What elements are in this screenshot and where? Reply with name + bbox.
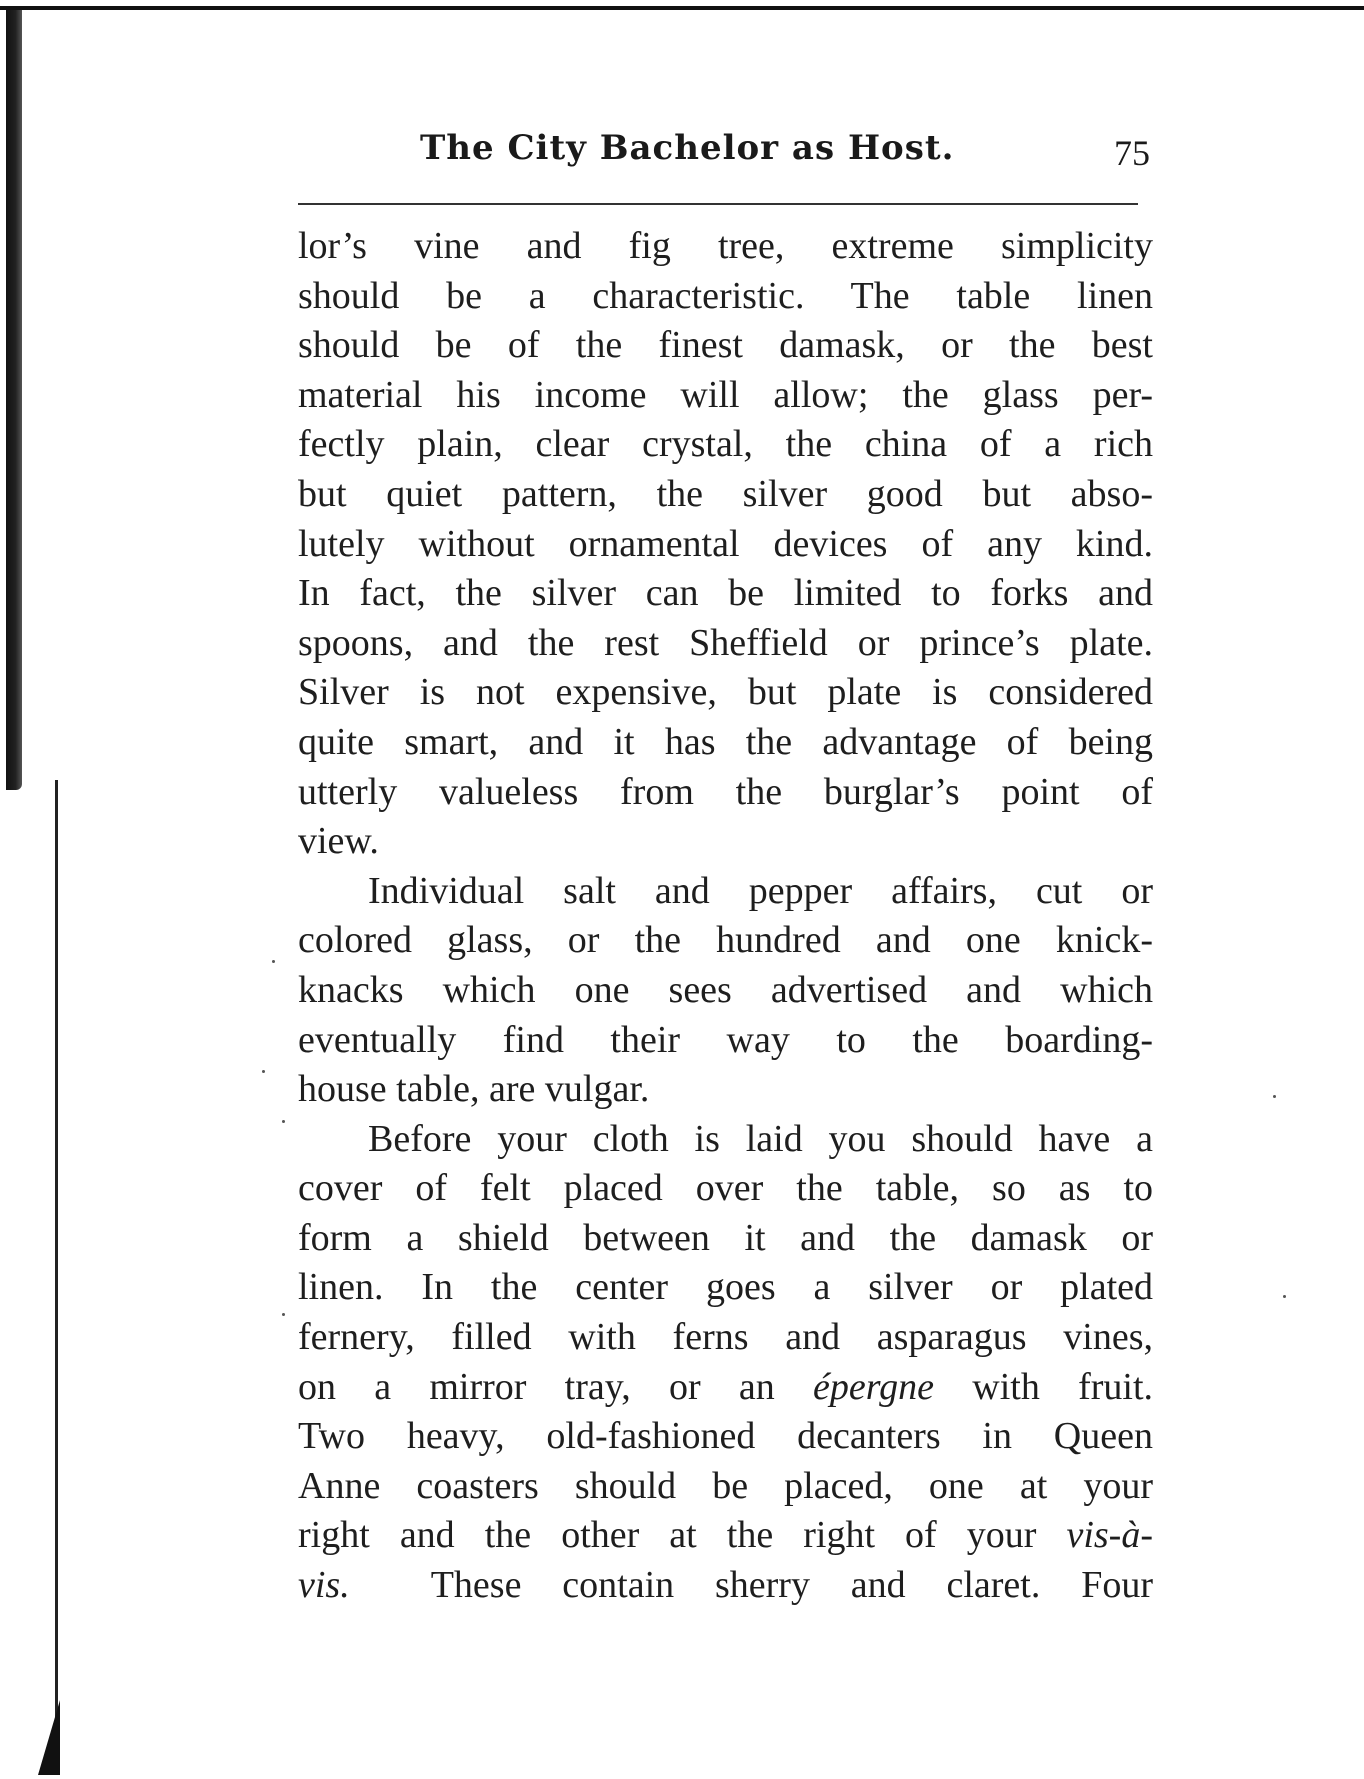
text-line: house table, are vulgar. xyxy=(298,1068,650,1111)
text-line: Two heavy, old-fashioned decanters in Queen xyxy=(298,1415,1153,1458)
text-line: view. xyxy=(298,820,379,863)
header-rule xyxy=(298,203,1138,205)
paper-speck xyxy=(1273,1095,1276,1098)
text-line: Before your cloth is laid you should have a xyxy=(368,1117,1153,1160)
text-line-with-italic: vis. These contain sherry and claret. Four xyxy=(298,1564,1153,1607)
book-gutter-line xyxy=(55,780,58,1740)
book-spine-shadow xyxy=(6,10,22,790)
text-line: linen. In the center goes a silver or plated xyxy=(298,1266,1153,1309)
paper-speck xyxy=(282,1313,285,1316)
running-title: The City Bachelor as Host. xyxy=(420,128,955,168)
paper-speck xyxy=(272,960,275,963)
text-line: fernery, filled with ferns and asparagus vines, xyxy=(298,1316,1153,1359)
text-line: colored glass, or the hundred and one knick- xyxy=(298,919,1153,962)
paper-speck xyxy=(1283,1295,1286,1298)
text-line: but quiet pattern, the silver good but abso- xyxy=(298,472,1153,515)
text-line-with-italic: on a mirror tray, or an épergne with fruit. xyxy=(298,1365,1153,1408)
italic-term: épergne xyxy=(813,1365,935,1408)
text-line: material his income will allow; the glass per- xyxy=(298,373,1153,416)
text-line: should be of the finest damask, or the best xyxy=(298,324,1153,367)
italic-term: vis-à- xyxy=(1066,1514,1153,1557)
text-line: eventually find their way to the boarding- xyxy=(298,1018,1153,1061)
paper-speck xyxy=(262,1070,265,1073)
text-line: fectly plain, clear crystal, the china of a rich xyxy=(298,423,1153,466)
text-line: should be a characteristic. The table linen xyxy=(298,274,1153,317)
text-line: cover of felt placed over the table, so as to xyxy=(298,1167,1153,1210)
text-line: lutely without ornamental devices of any kind. xyxy=(298,522,1153,565)
page-header xyxy=(300,128,1150,188)
body-text xyxy=(298,222,1153,1611)
paragraph-2 xyxy=(298,867,1153,1115)
text-line: spoons, and the rest Sheffield or prince’s plate. xyxy=(298,621,1153,664)
text-line: lor’s vine and fig tree, extreme simplicity xyxy=(298,225,1153,267)
italic-term: vis. xyxy=(298,1564,350,1607)
book-gutter-foot xyxy=(38,1700,60,1775)
text-line: Anne coasters should be placed, one at your xyxy=(298,1464,1153,1507)
text-line: knacks which one sees advertised and which xyxy=(298,968,1153,1011)
paragraph-1 xyxy=(298,222,1153,867)
text-line: utterly valueless from the burglar’s point of xyxy=(298,770,1153,813)
page-top-edge xyxy=(0,6,1364,10)
text-line: quite smart, and it has the advantage of being xyxy=(298,720,1153,763)
text-line: Silver is not expensive, but plate is considered xyxy=(298,671,1153,714)
text-line-with-italic: right and the other at the right of your vis-à- xyxy=(298,1514,1153,1557)
page-number: 75 xyxy=(1114,133,1150,173)
text-line: In fact, the silver can be limited to forks and xyxy=(298,572,1153,615)
paper-speck xyxy=(282,1120,285,1123)
text-line: form a shield between it and the damask or xyxy=(298,1216,1153,1259)
paragraph-3 xyxy=(298,1115,1153,1611)
text-line: Individual salt and pepper affairs, cut or xyxy=(368,869,1153,912)
